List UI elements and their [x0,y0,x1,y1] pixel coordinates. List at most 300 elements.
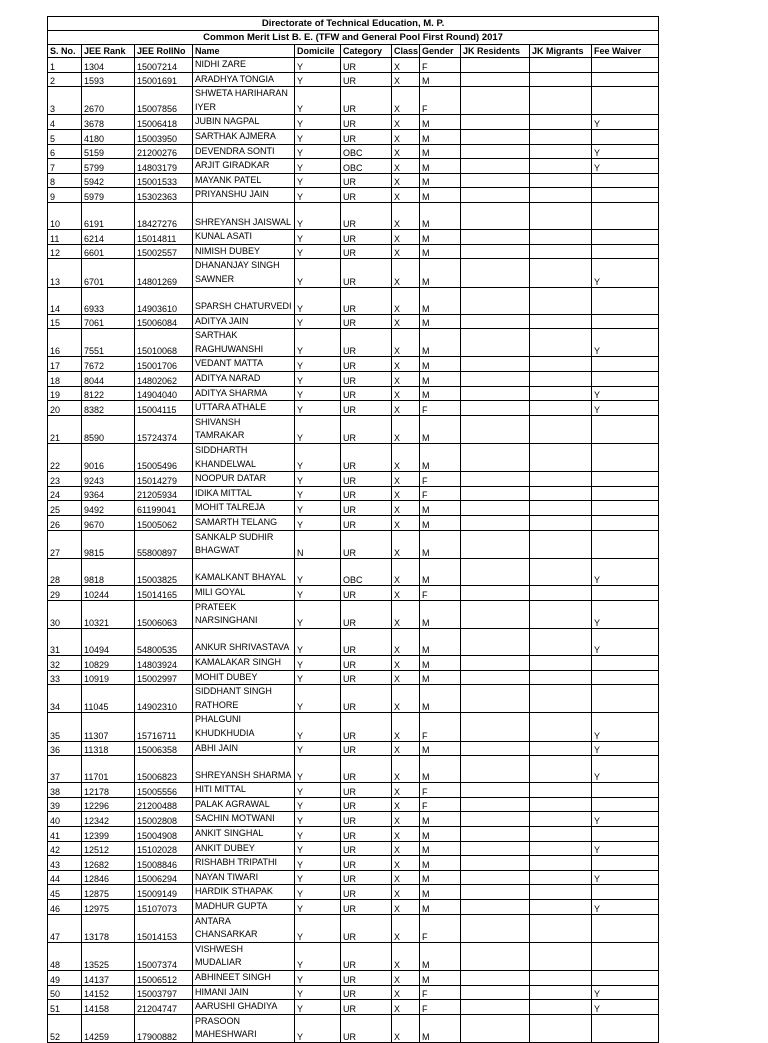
cell-sno: 34 [48,685,82,713]
cell-category: UR [341,516,392,531]
cell-gender: M [420,444,461,472]
cell-class: X [392,885,420,900]
cell-jk-migrants [530,415,592,443]
cell-jk-migrants [530,885,592,900]
cell-jk-migrants [530,58,592,73]
cell-class: X [392,72,420,87]
name-line: ADITYA SHARMA [195,387,268,398]
cell-category: UR [341,188,392,203]
cell-gender: M [420,530,461,558]
cell-fee-waiver [592,87,659,115]
name-line: MAYANK PATEL [195,174,262,185]
cell-jee-rank: 12399 [82,827,135,842]
table-row [48,756,659,783]
cell-jee-rank: 12512 [82,841,135,856]
cell-fee-waiver: Y [592,841,659,856]
name-line: ADITYA JAIN [195,315,249,326]
cell-jee-rank: 12682 [82,856,135,871]
table-row [48,501,659,516]
cell-jk-residents [461,472,530,487]
cell-jee-rollno: 15006063 [135,600,193,628]
cell-jee-rollno: 15005062 [135,516,193,531]
cell-fee-waiver [592,129,659,144]
cell-domicile: Y [295,415,341,443]
cell-jee-rank: 12846 [82,870,135,885]
cell-class: X [392,628,420,655]
cell-jee-rank: 6701 [82,259,135,287]
cell-jee-rollno: 15302363 [135,188,193,203]
cell-jee-rank: 5979 [82,188,135,203]
cell-sno: 19 [48,386,82,401]
name-line: NAYAN TIWARI [195,871,259,882]
name-line: CHANSARKAR [195,929,258,940]
cell-jk-migrants [530,287,592,314]
cell-jk-migrants [530,741,592,756]
cell-domicile: Y [295,841,341,856]
cell-category: UR [341,741,392,756]
cell-jk-residents [461,841,530,856]
cell-gender: M [420,516,461,531]
cell-category: UR [341,670,392,685]
cell-name [193,870,295,885]
cell-name [193,685,295,713]
cell-gender: M [420,501,461,516]
cell-gender: F [420,58,461,73]
cell-fee-waiver: Y [592,600,659,628]
cell-name [193,401,295,416]
cell-fee-waiver [592,885,659,900]
cell-jee-rank: 14137 [82,971,135,986]
name-line: RISHABH TRIPATHI [195,857,278,868]
cell-jk-migrants [530,1000,592,1015]
name-line: KUNAL ASATI [195,231,253,242]
cell-sno: 43 [48,856,82,871]
column-header-fee-waiver: Fee Waiver [592,45,659,58]
cell-domicile: Y [295,372,341,387]
cell-jk-residents [461,144,530,159]
cell-sno: 8 [48,173,82,188]
cell-jee-rank: 14152 [82,985,135,1000]
cell-sno: 14 [48,287,82,314]
cell-domicile: Y [295,713,341,741]
cell-category: UR [341,129,392,144]
cell-class: X [392,472,420,487]
cell-category: UR [341,372,392,387]
cell-gender: M [420,756,461,783]
cell-sno: 37 [48,756,82,783]
cell-jee-rollno: 15006358 [135,741,193,756]
cell-gender: M [420,870,461,885]
cell-jk-migrants [530,585,592,600]
cell-category: UR [341,530,392,558]
column-header-jee-rank: JEE Rank [82,45,135,58]
cell-class: X [392,530,420,558]
cell-domicile: Y [295,129,341,144]
cell-domicile: Y [295,401,341,416]
cell-jk-residents [461,870,530,885]
cell-fee-waiver [592,173,659,188]
table-row [48,72,659,87]
cell-name [193,501,295,516]
cell-fee-waiver: Y [592,1000,659,1015]
table-row [48,259,659,287]
table-row [48,870,659,885]
name-line: MADHUR GUPTA [195,901,268,912]
cell-gender: M [420,900,461,915]
cell-gender: M [420,415,461,443]
cell-jee-rollno: 15007214 [135,58,193,73]
cell-jee-rollno: 15003825 [135,558,193,585]
table-row [48,173,659,188]
table-row [48,885,659,900]
cell-jk-residents [461,756,530,783]
cell-fee-waiver [592,797,659,812]
name-line: NARSINGHANI [195,615,258,626]
cell-domicile: Y [295,516,341,531]
name-line: PRIYANSHU JAIN [195,189,269,200]
cell-jk-migrants [530,670,592,685]
cell-class: X [392,585,420,600]
cell-name [193,472,295,487]
name-line: SHREYANSH SHARMA [195,769,292,780]
cell-category: UR [341,415,392,443]
cell-gender: M [420,287,461,314]
cell-gender: M [420,812,461,827]
cell-jk-migrants [530,188,592,203]
cell-fee-waiver: Y [592,144,659,159]
cell-fee-waiver: Y [592,115,659,130]
cell-jk-residents [461,329,530,357]
table-row [48,900,659,915]
cell-class: X [392,415,420,443]
name-line: PRATEEK [195,601,237,612]
cell-fee-waiver [592,230,659,245]
cell-domicile: Y [295,144,341,159]
cell-gender: M [420,244,461,259]
cell-class: X [392,713,420,741]
cell-domicile: Y [295,827,341,842]
cell-sno: 38 [48,783,82,798]
cell-gender: M [420,885,461,900]
cell-category: UR [341,115,392,130]
cell-class: X [392,812,420,827]
cell-domicile: Y [295,942,341,970]
cell-domicile: Y [295,600,341,628]
cell-jk-migrants [530,655,592,670]
cell-gender: M [420,115,461,130]
cell-jk-migrants [530,115,592,130]
cell-name [193,202,295,229]
cell-jk-residents [461,1014,530,1042]
cell-jk-migrants [530,386,592,401]
cell-sno: 29 [48,585,82,600]
cell-jee-rollno: 15001706 [135,357,193,372]
table-row [48,600,659,628]
cell-gender: F [420,401,461,416]
name-line: KHANDELWAL [195,458,257,469]
cell-gender: F [420,783,461,798]
cell-jee-rank: 9243 [82,472,135,487]
name-line: PHALGUNI [195,714,242,725]
cell-jk-residents [461,486,530,501]
cell-name [193,558,295,585]
cell-category: UR [341,357,392,372]
cell-jee-rollno: 15107073 [135,900,193,915]
cell-name [193,357,295,372]
cell-category: UR [341,600,392,628]
name-line: MOHIT TALREJA [195,502,266,513]
cell-category: OBC [341,144,392,159]
cell-jk-migrants [530,329,592,357]
cell-class: X [392,129,420,144]
column-header-jk-migrants: JK Migrants [530,45,592,58]
table-row [48,1014,659,1042]
cell-fee-waiver [592,914,659,942]
name-line: SARTHAK [195,330,238,341]
cell-category: UR [341,314,392,329]
cell-jee-rollno: 14802062 [135,372,193,387]
table-row [48,655,659,670]
cell-domicile: Y [295,797,341,812]
name-line: RAGHUWANSHI [195,343,264,354]
cell-name [193,259,295,287]
cell-fee-waiver: Y [592,259,659,287]
cell-jee-rank: 14158 [82,1000,135,1015]
cell-class: X [392,558,420,585]
name-line: SPARSH CHATURVEDI [195,301,292,312]
cell-gender: M [420,259,461,287]
cell-jk-migrants [530,870,592,885]
cell-jk-migrants [530,942,592,970]
name-line: HITI MITTAL [195,784,246,795]
cell-name [193,87,295,115]
cell-jk-residents [461,1000,530,1015]
cell-jee-rank: 1304 [82,58,135,73]
cell-category: UR [341,812,392,827]
cell-category: UR [341,827,392,842]
cell-name [193,386,295,401]
name-line: KAMALKANT BHAYAL [195,572,287,583]
cell-category: UR [341,401,392,416]
cell-class: X [392,144,420,159]
cell-class: X [392,386,420,401]
cell-jk-residents [461,202,530,229]
cell-category: UR [341,87,392,115]
table-row [48,372,659,387]
cell-sno: 41 [48,827,82,842]
cell-name [193,914,295,942]
cell-fee-waiver [592,971,659,986]
cell-domicile: Y [295,259,341,287]
cell-fee-waiver: Y [592,741,659,756]
name-line: TAMRAKAR [195,430,245,441]
cell-jee-rank: 9016 [82,444,135,472]
cell-fee-waiver [592,655,659,670]
cell-class: X [392,1014,420,1042]
cell-sno: 23 [48,472,82,487]
cell-domicile: Y [295,812,341,827]
cell-domicile: Y [295,971,341,986]
cell-jk-residents [461,797,530,812]
cell-gender: F [420,914,461,942]
cell-jee-rollno: 15009149 [135,885,193,900]
cell-jk-migrants [530,985,592,1000]
cell-jee-rank: 9492 [82,501,135,516]
cell-jee-rollno: 15005556 [135,783,193,798]
cell-class: X [392,329,420,357]
cell-gender: M [420,314,461,329]
cell-name [193,741,295,756]
cell-jee-rollno: 15003950 [135,129,193,144]
cell-name [193,415,295,443]
cell-class: X [392,357,420,372]
cell-fee-waiver [592,516,659,531]
cell-class: X [392,600,420,628]
cell-domicile: Y [295,87,341,115]
name-line: VISHWESH [195,943,244,954]
cell-jk-residents [461,942,530,970]
cell-class: X [392,188,420,203]
cell-jk-migrants [530,173,592,188]
cell-jk-residents [461,87,530,115]
cell-class: X [392,230,420,245]
cell-category: UR [341,856,392,871]
cell-jk-migrants [530,756,592,783]
cell-sno: 46 [48,900,82,915]
cell-jk-migrants [530,628,592,655]
column-header-name: Name [193,45,295,58]
cell-category: UR [341,173,392,188]
table-row [48,129,659,144]
name-line: SHREYANSH JAISWAL [195,216,292,227]
name-line: PRASOON [195,1015,241,1026]
cell-name [193,486,295,501]
cell-sno: 40 [48,812,82,827]
cell-jk-residents [461,812,530,827]
cell-gender: F [420,985,461,1000]
cell-jk-migrants [530,600,592,628]
cell-category: UR [341,756,392,783]
cell-jee-rank: 8044 [82,372,135,387]
cell-gender: F [420,87,461,115]
cell-fee-waiver: Y [592,756,659,783]
cell-category: UR [341,486,392,501]
cell-sno: 52 [48,1014,82,1042]
cell-fee-waiver [592,1014,659,1042]
cell-class: X [392,58,420,73]
cell-jee-rank: 8122 [82,386,135,401]
cell-jee-rollno: 14904040 [135,386,193,401]
cell-class: X [392,741,420,756]
cell-category: UR [341,900,392,915]
cell-name [193,900,295,915]
cell-jk-residents [461,670,530,685]
cell-category: UR [341,971,392,986]
name-line: MUDALIAR [195,957,242,968]
cell-fee-waiver: Y [592,329,659,357]
name-line: UTTARA ATHALE [195,402,267,413]
cell-jee-rollno: 15007374 [135,942,193,970]
cell-jee-rank: 1593 [82,72,135,87]
cell-jee-rollno: 15008846 [135,856,193,871]
cell-jee-rollno: 14803924 [135,655,193,670]
cell-category: UR [341,202,392,229]
cell-fee-waiver [592,585,659,600]
cell-gender: M [420,628,461,655]
cell-category: UR [341,259,392,287]
cell-domicile: Y [295,188,341,203]
cell-jee-rollno: 15002808 [135,812,193,827]
cell-jee-rollno: 14903610 [135,287,193,314]
cell-jk-migrants [530,516,592,531]
cell-jee-rollno: 15006418 [135,115,193,130]
cell-class: X [392,942,420,970]
cell-class: X [392,401,420,416]
table-row [48,58,659,73]
cell-jk-migrants [530,486,592,501]
table-row [48,942,659,970]
cell-jee-rank: 10244 [82,585,135,600]
table-row [48,159,659,174]
cell-name [193,144,295,159]
cell-jee-rollno: 15006084 [135,314,193,329]
cell-gender: F [420,713,461,741]
cell-jee-rank: 6933 [82,287,135,314]
cell-category: UR [341,444,392,472]
cell-jk-migrants [530,372,592,387]
cell-domicile: Y [295,685,341,713]
cell-fee-waiver [592,685,659,713]
cell-fee-waiver: Y [592,401,659,416]
cell-jee-rollno: 18427276 [135,202,193,229]
cell-gender: M [420,558,461,585]
cell-jk-migrants [530,314,592,329]
cell-jk-residents [461,129,530,144]
cell-sno: 42 [48,841,82,856]
cell-jee-rank: 12296 [82,797,135,812]
name-line: SIDDHANT SINGH [195,686,272,697]
name-line: SHIVANSH [195,416,241,427]
name-line: ARJIT GIRADKAR [195,160,270,171]
cell-jk-residents [461,685,530,713]
cell-jk-migrants [530,472,592,487]
cell-jee-rank: 6601 [82,244,135,259]
cell-gender: M [420,856,461,871]
cell-jk-residents [461,585,530,600]
cell-jk-residents [461,827,530,842]
cell-jk-residents [461,501,530,516]
cell-jee-rank: 12342 [82,812,135,827]
cell-fee-waiver [592,472,659,487]
table-row [48,914,659,942]
cell-name [193,530,295,558]
cell-fee-waiver: Y [592,870,659,885]
cell-domicile: Y [295,558,341,585]
cell-jk-residents [461,516,530,531]
cell-jk-residents [461,530,530,558]
cell-fee-waiver [592,856,659,871]
table-row [48,797,659,812]
cell-sno: 9 [48,188,82,203]
table-row [48,558,659,585]
cell-name [193,756,295,783]
cell-jk-migrants [530,202,592,229]
cell-name [193,173,295,188]
name-line: JUBIN NAGPAL [195,116,260,127]
cell-class: X [392,685,420,713]
cell-domicile: Y [295,783,341,798]
cell-name [193,188,295,203]
